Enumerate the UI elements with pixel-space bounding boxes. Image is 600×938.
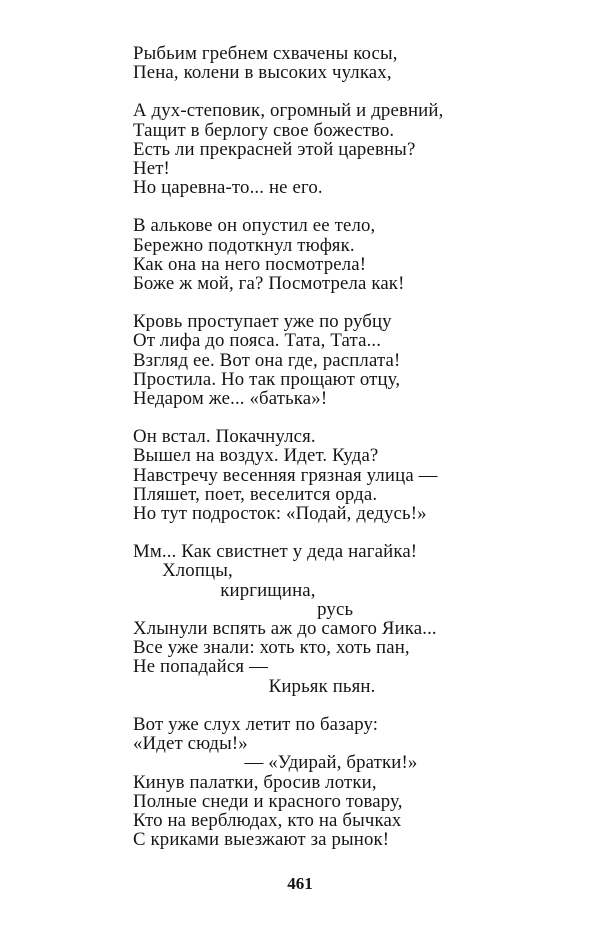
stanza: [133, 427, 553, 523]
poem-line: Пляшет, поет, веселится орда.: [133, 483, 378, 505]
poem-line: «Идет сюды!»: [133, 733, 248, 755]
stanza: [133, 216, 553, 293]
poem-line: Но тут подросток: «Подай, дедусь!»: [133, 503, 427, 525]
poem-line: Навстречу весенняя грязная улица —: [133, 464, 438, 486]
poem-line: киргищина,: [133, 579, 316, 601]
poem-line: А дух-степовик, огромный и древний,: [133, 100, 444, 122]
poem-line: В алькове он опустил ее тело,: [133, 215, 376, 237]
poem-line: Рыбьим гребнем схвачены косы,: [133, 43, 398, 64]
poem-line: Боже ж мой, га? Посмотрела как!: [133, 273, 405, 295]
poem-line: С криками выезжают за рынок!: [133, 829, 390, 851]
poem-line: Но царевна-то... не его.: [133, 177, 323, 199]
poem-line: Недаром же... «батька»!: [133, 388, 328, 410]
poem-line: Есть ли прекрасней этой царевны?: [133, 138, 416, 160]
poem-line: Вот уже слух летит по базару:: [133, 713, 379, 735]
poem-line: Простила. Но так прощают отцу,: [133, 368, 401, 390]
stanza: [133, 715, 553, 849]
poem-line: русь: [133, 598, 354, 620]
stanza: [133, 312, 553, 408]
poem-line: Тащит в берлогу свое божество.: [133, 119, 395, 141]
stanza: [133, 542, 553, 696]
poem-line: Взгляд ее. Вот она где, расплата!: [133, 349, 401, 371]
poem-line: От лифа до пояса. Тата, Тата...: [133, 330, 382, 352]
poem-line: Все уже знали: хоть кто, хоть пан,: [133, 637, 410, 659]
poem-line: Как она на него посмотрела!: [133, 253, 367, 275]
poem-line: — «Удирай, братки!»: [133, 752, 418, 774]
poem-line: Полные снеди и красного товару,: [133, 790, 403, 812]
page-number: 461: [287, 874, 313, 893]
poem-text: [133, 44, 553, 868]
poem-line: Кирьяк пьян.: [133, 675, 376, 697]
poem-line: Он встал. Покачнулся.: [133, 426, 316, 448]
poem-line: Кинув палатки, бросив лотки,: [133, 771, 377, 793]
stanza: [133, 44, 553, 82]
poem-line: Кровь проступает уже по рубцу: [133, 311, 392, 333]
poem-line: Кто на верблюдах, кто на бычках: [133, 809, 402, 831]
poem-line: Пена, колени в высоких чулках,: [133, 62, 392, 84]
poem-line: Бережно подоткнул тюфяк.: [133, 234, 355, 256]
poem-line: Хлынули вспять аж до самого Яика...: [133, 618, 437, 640]
poem-line: Вышел на воздух. Идет. Куда?: [133, 445, 379, 467]
poem-line: Мм... Как свистнет у деда нагайка!: [133, 541, 418, 563]
poem-line: Хлопцы,: [133, 560, 233, 582]
poem-line: Не попадайся —: [133, 656, 268, 678]
stanza: [133, 101, 553, 197]
poem-line: Нет!: [133, 158, 170, 180]
